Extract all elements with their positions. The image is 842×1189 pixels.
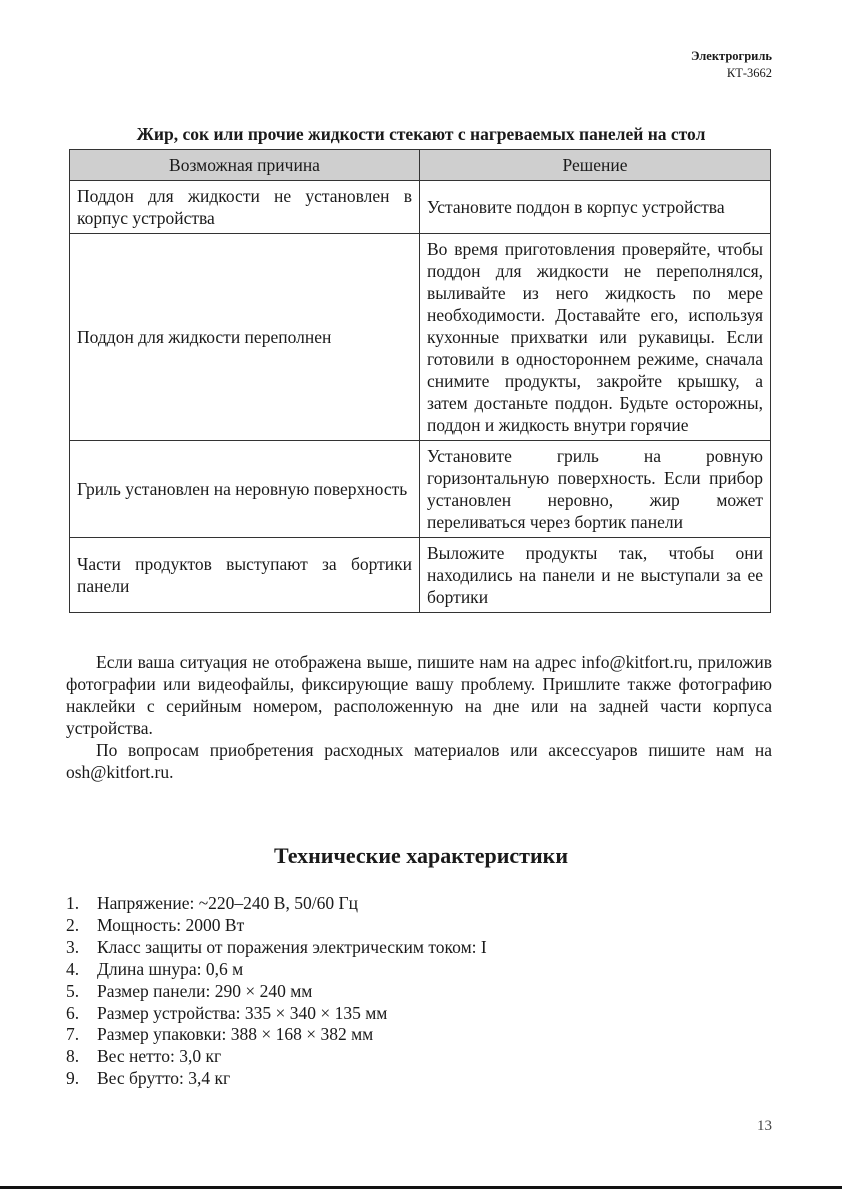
list-item [66,937,487,959]
item-text: Вес брутто: 3,4 кг [97,1068,231,1089]
contact-paragraph: Если ваша ситуация не отображена выше, пишите нам на адрес info@kitfort.ru, приложив фотографии или видеофайлы, фиксирующие вашу проблему. Пришлите также фотографию наклейки с серийным номером, расположенную на дне или на задней части корпуса устройства. [66,652,772,738]
column-header-cause: Возможная причина [70,150,420,181]
specs-title: Технические характеристики [273,843,569,868]
page-header [691,48,772,82]
list-item [66,959,487,981]
item-text: Размер упаковки: 388 × 168 × 382 мм [97,1024,374,1045]
cause-cell: Поддон для жидкости переполнен [70,234,420,441]
solution-cell: Во время приготовления проверяйте, чтобы поддон для жидкости не переполнялся, выливайте из него жидкость по мере необходимости. Доставайте его, используя кухонные прихватки или рукавицы. Если готовили в одностороннем режиме, сначала снимите продукты, закройте крышку, а затем достаньте поддон. Будьте осторожны, поддон и жидкость внутри горячие [420,234,771,441]
item-number: 4. [66,958,80,979]
column-header-solution: Решение [420,150,771,181]
supplies-paragraph: По вопросам приобретения расходных материалов или аксессуаров пишите нам на osh@kitfort.ru. [66,740,772,782]
table-row [70,441,771,538]
list-item [66,893,487,915]
list-item [66,1024,487,1046]
page-number: 13 [757,1118,772,1134]
item-number: 8. [66,1046,80,1067]
item-text: Длина шнура: 0,6 м [97,958,244,979]
item-number: 3. [66,936,80,957]
item-number: 2. [66,914,80,935]
cause-cell: Части продуктов выступают за бортики панели [70,538,420,613]
item-number: 9. [66,1068,80,1089]
table-row [70,234,771,441]
list-item [66,1068,487,1090]
item-number: 1. [66,893,80,913]
item-text: Размер панели: 290 × 240 мм [97,980,313,1001]
item-number: 7. [66,1024,80,1045]
solution-cell: Установите поддон в корпус устройства [420,181,771,234]
list-item [66,915,487,937]
troubleshooting-table [69,149,771,613]
cause-cell: Гриль установлен на неровную поверхность [70,441,420,538]
table-row [70,538,771,613]
contact-paragraphs [66,651,772,783]
table-row [70,181,771,234]
specs-list [66,893,487,1090]
header-model: КТ-3662 [726,66,772,80]
troubleshoot-title: Жир, сок или прочие жидкости стекают с нагреваемых панелей на стол [136,124,706,144]
item-text: Размер устройства: 335 × 340 × 135 мм [97,1002,388,1023]
item-text: Класс защиты от поражения электрическим током: I [97,936,487,957]
cause-cell: Поддон для жидкости не установлен в корпус устройства [70,181,420,234]
item-text: Напряжение: ~220–240 В, 50/60 Гц [97,893,358,913]
item-text: Вес нетто: 3,0 кг [97,1046,222,1067]
item-text: Мощность: 2000 Вт [97,914,245,935]
list-item [66,1046,487,1068]
list-item [66,981,487,1003]
item-number: 6. [66,1002,80,1023]
item-number: 5. [66,980,80,1001]
solution-cell: Выложите продукты так, чтобы они находились на панели и не выступали за ее бортики [420,538,771,613]
list-item [66,1003,487,1025]
table-header-row [70,150,771,181]
header-product-title: Электрогриль [690,49,772,63]
solution-cell: Установите гриль на ровную горизонтальную поверхность. Если прибор установлен неровно, жир может переливаться через бортик панели [420,441,771,538]
